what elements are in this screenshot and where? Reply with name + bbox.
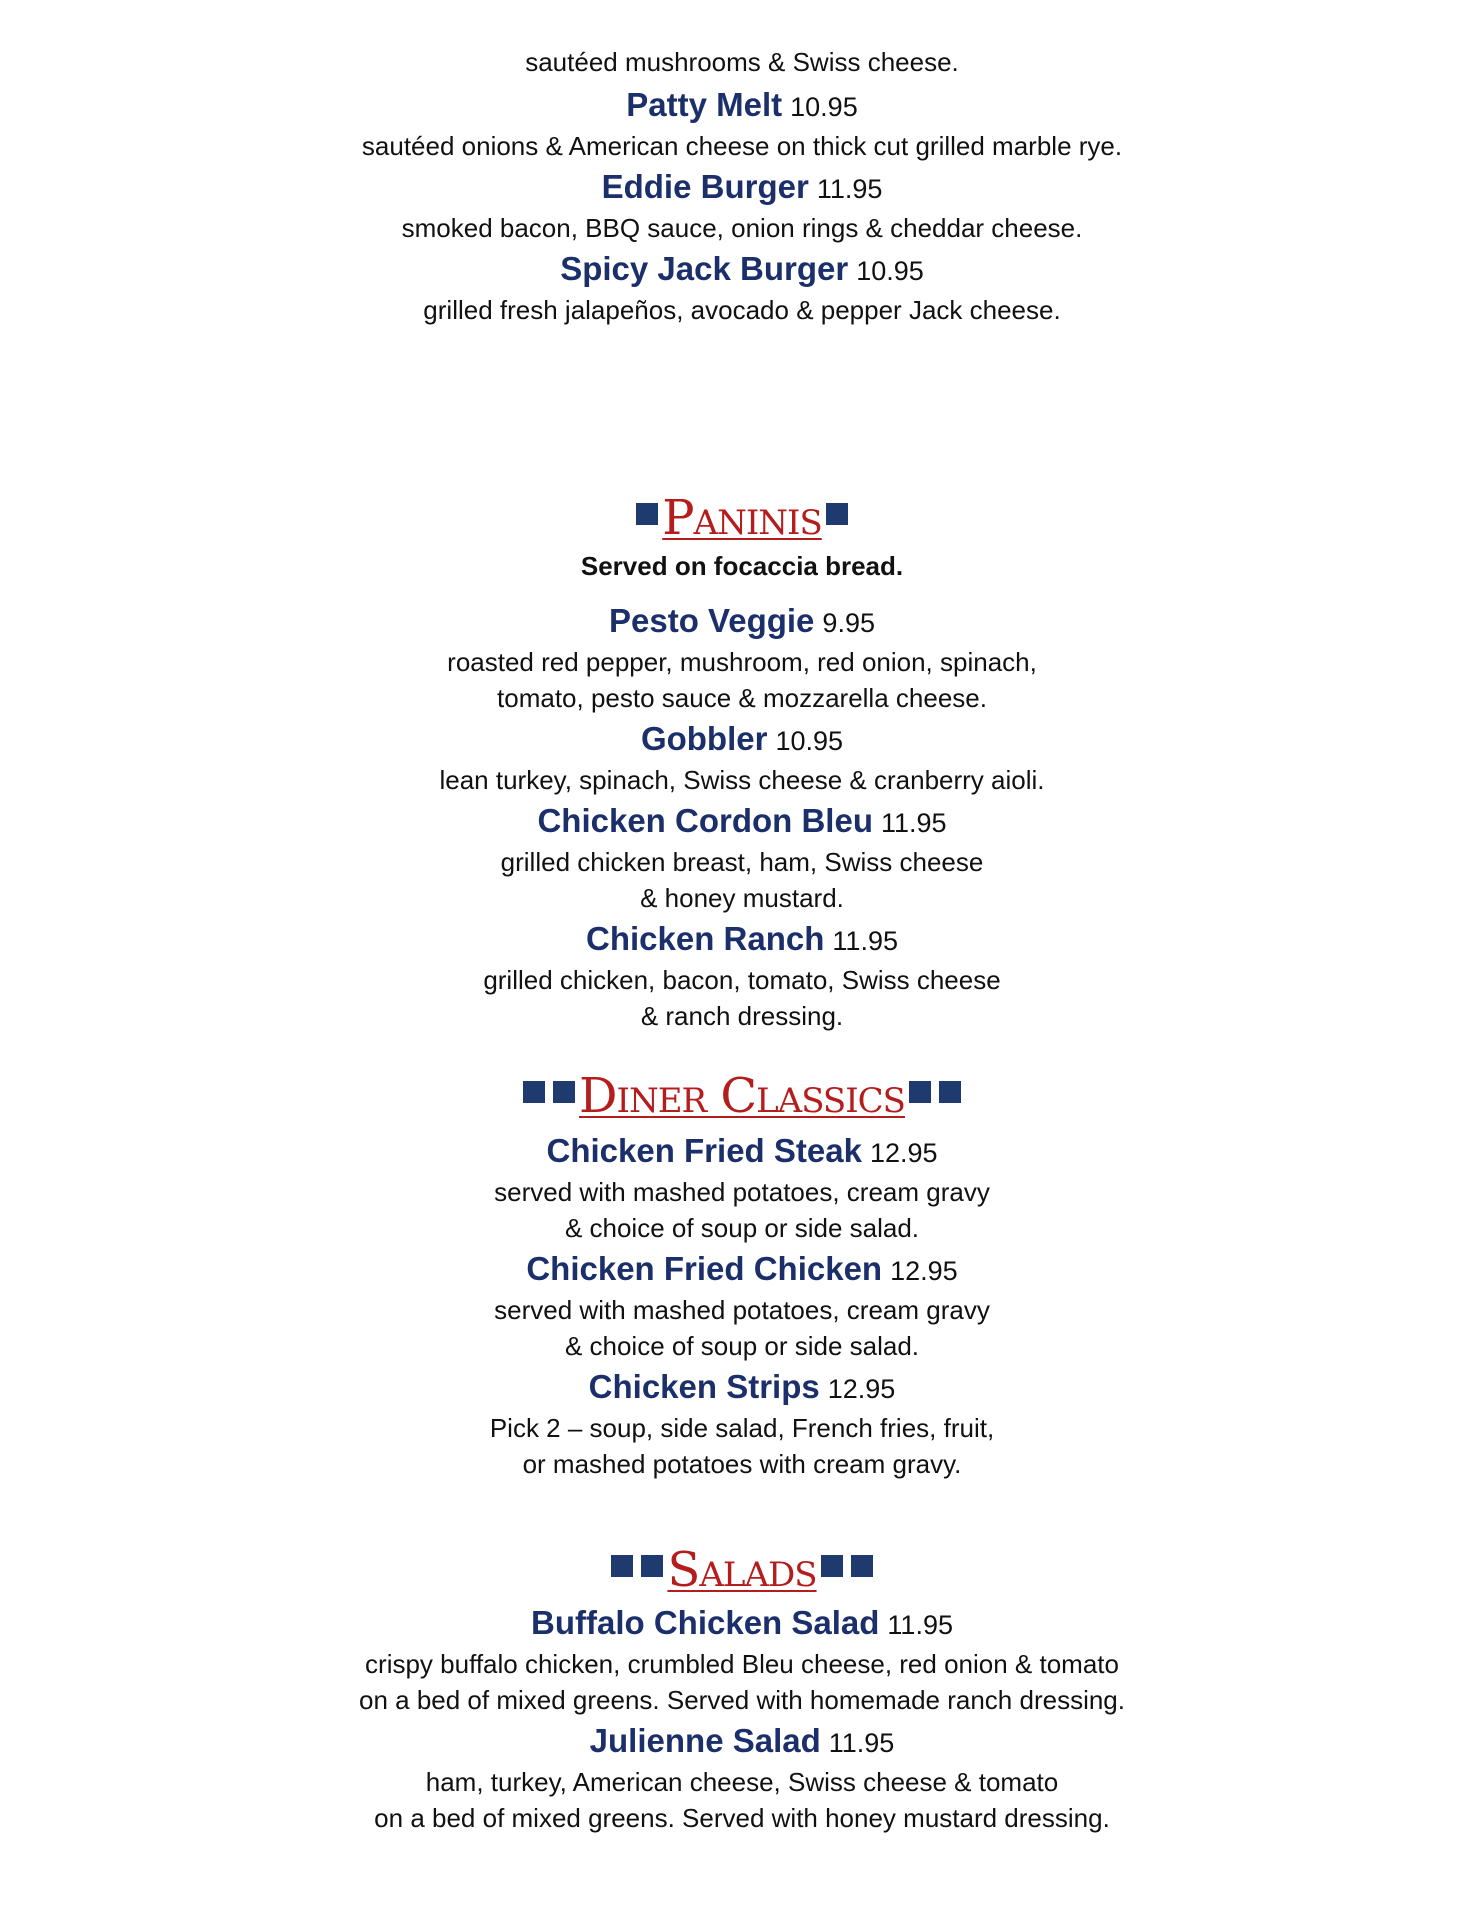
item-name: Chicken Strips — [588, 1368, 820, 1405]
menu-item-title — [0, 798, 1484, 844]
item-price: 12.95 — [869, 1138, 938, 1168]
item-description: & choice of soup or side salad. — [564, 1213, 920, 1243]
item-description: tomato, pesto sauce & mozzarella cheese. — [497, 683, 987, 713]
burgers-continued — [0, 44, 1484, 328]
section-heading — [0, 488, 1484, 548]
item-description: & choice of soup or side salad. — [564, 1331, 920, 1361]
item-description: served with mashed potatoes, cream gravy — [494, 1295, 990, 1325]
section-title: Salads — [667, 1542, 817, 1598]
item-description: lean turkey, spinach, Swiss cheese & cranberry aioli. — [439, 765, 1045, 795]
item-name: Patty Melt — [626, 86, 783, 123]
item-description: on a bed of mixed greens. Served with homemade ranch dressing. — [359, 1685, 1125, 1715]
item-description: or mashed potatoes with cream gravy. — [522, 1449, 962, 1479]
item-name: Eddie Burger — [601, 168, 809, 205]
item-name: Buffalo Chicken Salad — [531, 1604, 880, 1641]
item-price: 11.95 — [832, 926, 898, 956]
item-description: grilled chicken, bacon, tomato, Swiss cheese — [483, 965, 1001, 995]
item-name: Chicken Ranch — [586, 920, 825, 957]
item-description: & honey mustard. — [640, 883, 844, 913]
item-description: sautéed onions & American cheese on thick cut grilled marble rye. — [361, 131, 1123, 161]
item-price: 11.95 — [816, 174, 883, 204]
menu-item-title — [0, 716, 1484, 762]
item-price: 11.95 — [880, 808, 947, 838]
item-description: on a bed of mixed greens. Served with honey mustard dressing. — [374, 1803, 1110, 1833]
menu-item-title — [0, 1246, 1484, 1292]
section-note: Served on focaccia bread. — [580, 551, 904, 581]
menu-item-title — [0, 1718, 1484, 1764]
item-name: Chicken Fried Steak — [546, 1132, 862, 1169]
item-name: Gobbler — [640, 720, 768, 757]
menu-item-title — [0, 82, 1484, 128]
item-price: 10.95 — [775, 726, 844, 756]
square-ornament-icon — [636, 503, 658, 525]
section-heading — [0, 1540, 1484, 1600]
item-price: 11.95 — [828, 1728, 895, 1758]
salads-section — [0, 1540, 1484, 1836]
item-price: 10.95 — [856, 256, 924, 286]
diner-classics-section — [0, 1066, 1484, 1482]
square-ornament-icon — [851, 1555, 873, 1577]
square-ornament-icon — [821, 1555, 843, 1577]
item-name: Chicken Cordon Bleu — [537, 802, 873, 839]
item-description: & ranch dressing. — [640, 1001, 844, 1031]
square-ornament-icon — [826, 503, 848, 525]
square-ornament-icon — [553, 1081, 575, 1103]
square-ornament-icon — [641, 1555, 663, 1577]
item-name: Pesto Veggie — [609, 602, 815, 639]
item-description: roasted red pepper, mushroom, red onion, spinach, — [447, 647, 1037, 677]
item-description: served with mashed potatoes, cream gravy — [494, 1177, 990, 1207]
square-ornament-icon — [611, 1555, 633, 1577]
section-heading — [0, 1066, 1484, 1126]
square-ornament-icon — [523, 1081, 545, 1103]
item-price: 10.95 — [790, 92, 858, 122]
menu-item-title — [0, 164, 1484, 210]
item-description: grilled chicken breast, ham, Swiss cheese — [500, 847, 984, 877]
item-name: Chicken Fried Chicken — [526, 1250, 883, 1287]
section-title: Diner Classics — [579, 1068, 905, 1124]
item-price: 12.95 — [827, 1374, 896, 1404]
item-description: Pick 2 – soup, side salad, French fries, fruit, — [489, 1413, 995, 1443]
item-name: Julienne Salad — [589, 1722, 821, 1759]
item-description: sautéed mushrooms & Swiss cheese. — [525, 47, 959, 77]
item-price: 12.95 — [890, 1256, 958, 1286]
item-description: grilled fresh jalapeños, avocado & pepper Jack cheese. — [423, 295, 1061, 325]
item-description: ham, turkey, American cheese, Swiss cheese & tomato — [425, 1767, 1059, 1797]
square-ornament-icon — [909, 1081, 931, 1103]
item-price: 9.95 — [822, 608, 875, 638]
menu-item-title — [0, 1600, 1484, 1646]
section-title: Paninis — [662, 490, 822, 546]
menu-item-title — [0, 916, 1484, 962]
paninis-section — [0, 488, 1484, 1034]
menu-item-title — [0, 598, 1484, 644]
item-description: crispy buffalo chicken, crumbled Bleu cheese, red onion & tomato — [365, 1649, 1119, 1679]
item-price: 11.95 — [887, 1610, 953, 1640]
item-description: smoked bacon, BBQ sauce, onion rings & cheddar cheese. — [401, 213, 1083, 243]
item-name: Spicy Jack Burger — [560, 250, 849, 287]
square-ornament-icon — [939, 1081, 961, 1103]
menu-item-title — [0, 1128, 1484, 1174]
menu-item-title — [0, 246, 1484, 292]
menu-item-title — [0, 1364, 1484, 1410]
